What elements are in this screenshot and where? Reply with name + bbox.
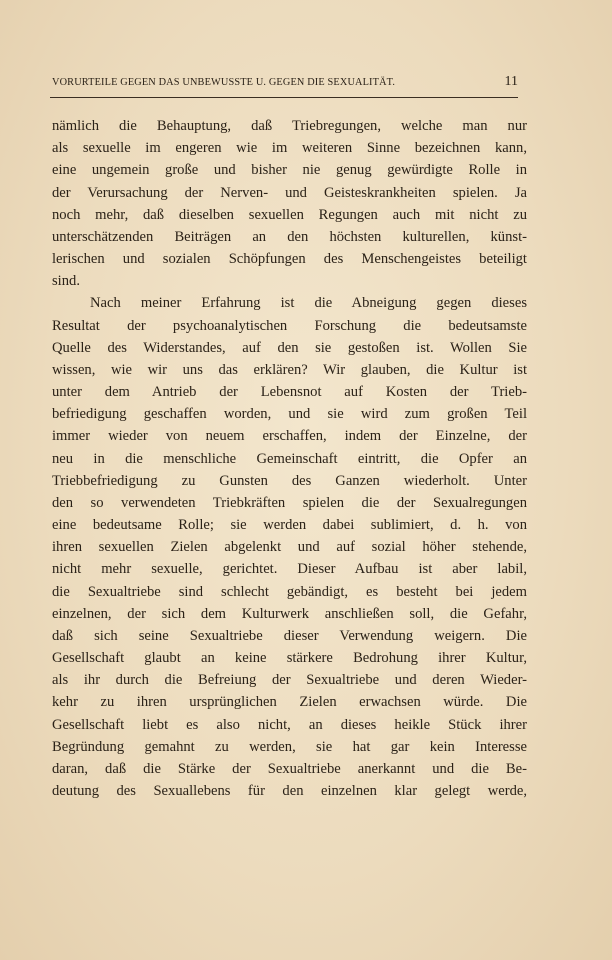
text-line: Nach meiner Erfahrung ist die Abneigung gegen dieses — [90, 295, 527, 312]
text-line: unter dem Antrieb der Lebensnot auf Kosten der Trieb- — [52, 384, 527, 401]
running-title: VORURTEILE GEGEN DAS UNBEWUSSTE U. GEGEN DIE SEXUALITÄT. — [52, 77, 396, 88]
text-line: Gesellschaft glaubt an keine stärkere Bedrohung ihrer Kultur, — [52, 650, 527, 667]
text-line: daß sich seine Sexualtriebe dieser Verwendung weigern. Die — [52, 627, 527, 644]
text-line: immer wieder von neuem erschaffen, indem der Einzelne, der — [52, 428, 527, 445]
text-line: wissen, wie wir uns das erklären? Wir glauben, die Kultur ist — [52, 361, 527, 378]
text-line: daran, daß die Stärke der Sexualtriebe anerkannt und die Be- — [52, 760, 527, 777]
text-line: Quelle des Widerstandes, auf den sie gestoßen ist. Wollen Sie — [52, 339, 527, 356]
page-number: 11 — [504, 74, 518, 89]
header-rule — [50, 97, 518, 98]
text-line: ihren sexuellen Zielen abgelenkt und auf sozial höher stehende, — [52, 539, 527, 556]
text-line: neu in die menschliche Gemeinschaft eintritt, die Opfer an — [52, 450, 527, 467]
text-line: den so verwendeten Triebkräften spielen die der Sexualregungen — [52, 494, 527, 511]
text-line: befriedigung geschaffen worden, und sie wird zum großen Teil — [52, 406, 527, 423]
text-line: Gesellschaft liebt es also nicht, an dieses heikle Stück ihrer — [52, 716, 527, 733]
text-line: nicht mehr sexuelle, gerichtet. Dieser Aufbau ist aber labil, — [52, 561, 527, 578]
text-line: eine ungemein große und bisher nie genug gewürdigte Rolle in — [52, 162, 527, 179]
text-line: Begründung gemahnt zu werden, sie hat gar kein Interesse — [52, 738, 527, 755]
text-line: unterschätzenden Beiträgen an den höchsten kulturellen, künst- — [52, 228, 527, 245]
text-line: eine bedeutsame Rolle; sie werden dabei sublimiert, d. h. von — [52, 517, 527, 534]
text-line: sind. — [52, 273, 80, 290]
text-line: kehr zu ihren ursprünglichen Zielen erwachsen würde. Die — [52, 694, 527, 711]
page-header — [52, 74, 518, 90]
text-line: nämlich die Behauptung, daß Triebregungen, welche man nur — [52, 118, 527, 134]
text-line: als sexuelle im engeren wie im weiteren Sinne bezeichnen kann, — [52, 140, 527, 157]
text-line: der Verursachung der Nerven- und Geisteskrankheiten spielen. Ja — [52, 184, 527, 201]
body-text — [52, 115, 527, 802]
text-line: lerischen und sozialen Schöpfungen des Menschengeistes beteiligt — [52, 251, 527, 268]
text-line: Resultat der psychoanalytischen Forschung die bedeutsamste — [52, 317, 527, 334]
text-line: noch mehr, daß dieselben sexuellen Regungen auch mit nicht zu — [52, 206, 527, 223]
text-line: als ihr durch die Befreiung der Sexualtriebe und deren Wieder- — [52, 672, 527, 689]
text-line: deutung des Sexuallebens für den einzelnen klar gelegt werde, — [52, 783, 527, 800]
text-line: einzelnen, der sich dem Kulturwerk anschließen soll, die Gefahr, — [52, 605, 527, 622]
text-line: die Sexualtriebe sind schlecht gebändigt, es besteht bei jedem — [52, 583, 527, 600]
text-line: Triebbefriedigung zu Gunsten des Ganzen wiederholt. Unter — [52, 472, 527, 489]
